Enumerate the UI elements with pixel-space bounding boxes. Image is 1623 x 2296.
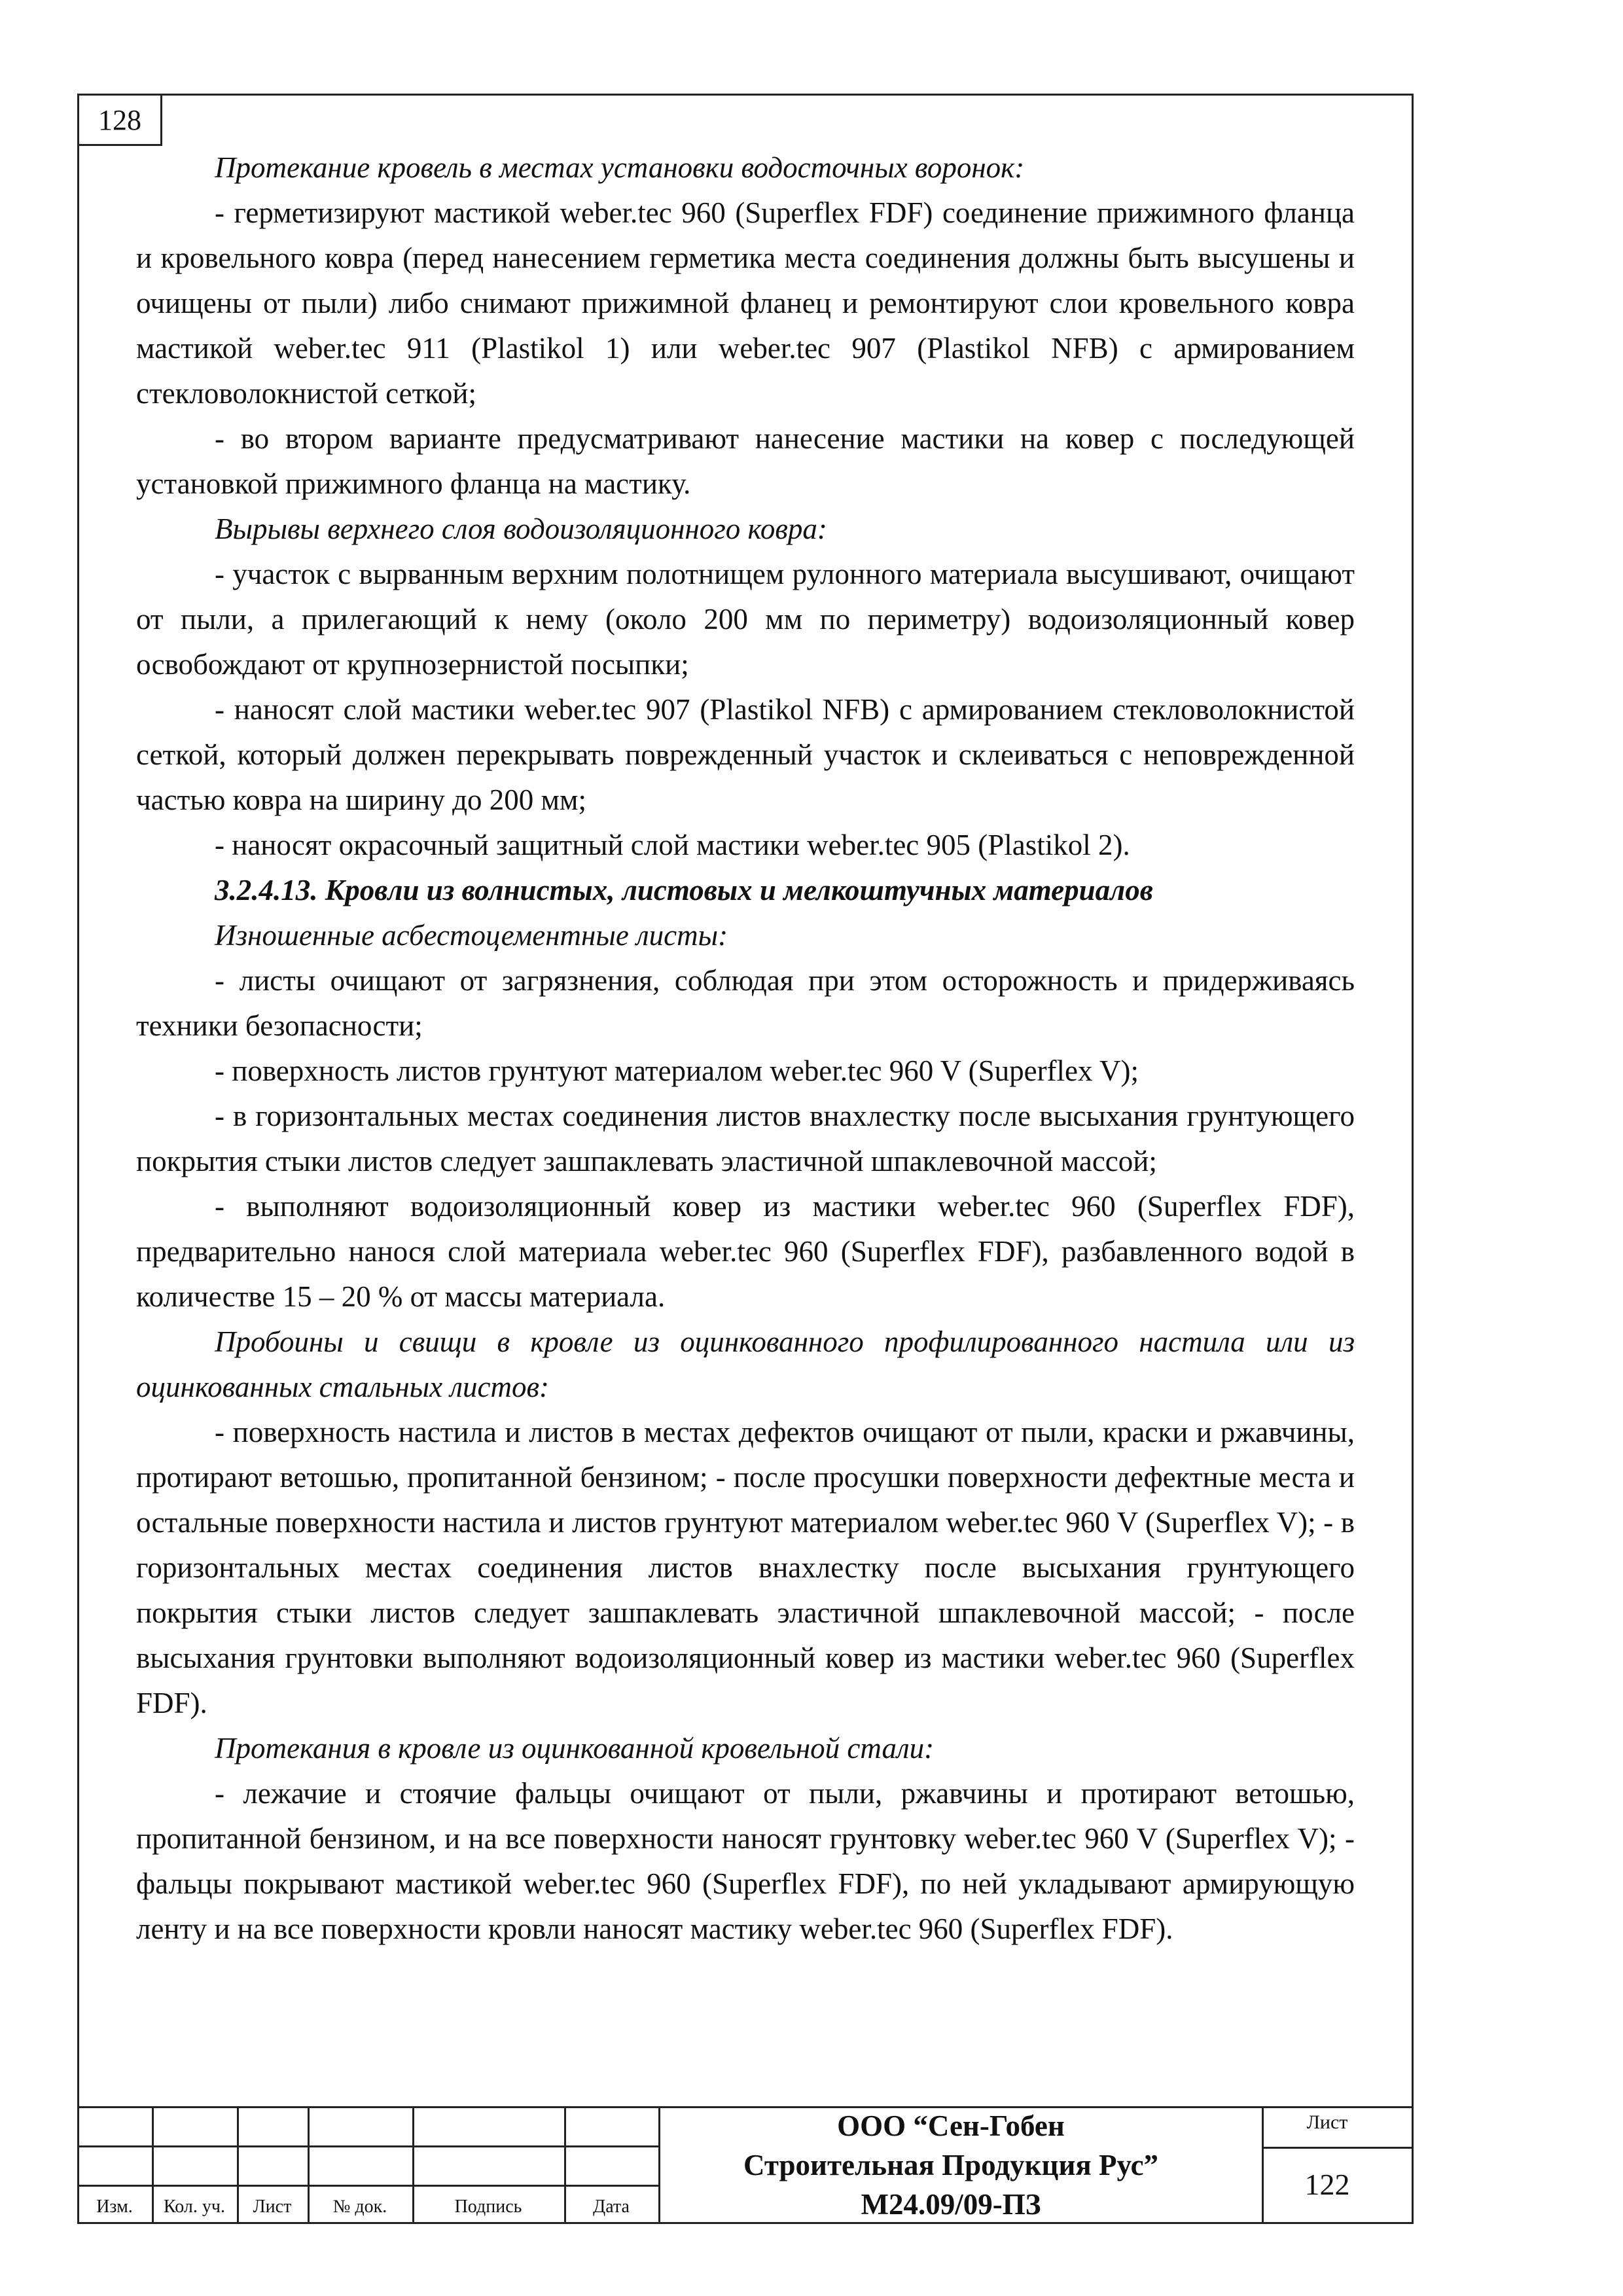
paragraph: - поверхность настила и листов в местах дефектов очищают от пыли, краски и ржавчины, протирают ветошью, пропитанной бензином; - после просушки поверхности дефектные места и остальные поверхности настила и листов грунтуют материалом weber.tec 960 V (Superflex V); - в горизонтальных местах соединения листов внахлестку после высыхания грунтующего покрытия стыки листов следует зашпаклевать эластичной шпаклевочной массой; - после высыхания грунтовки выполняют водоизоляционный ковер из мастики weber.tec 960 (Superflex FDF). [136,1416,1355,1719]
paragraph: - листы очищают от загрязнения, соблюдая при этом осторожность и придерживаясь техники безопасности; [136,964,1355,1042]
paragraph: Протекания в кровле из оцинкованной кровельной стали: [215,1732,935,1765]
paragraph: Вырывы верхнего слоя водоизоляционного ковра: [215,512,827,545]
stamp-col-sign: Подпись [454,2197,522,2217]
paragraph: Пробоины и свищи в кровле из оцинкованного профилированного настила или из оцинкованных стальных листов: [136,1325,1355,1403]
organization-block [660,2106,1242,2224]
org-name-line1: ООО “Сен-Гобен [837,2109,1065,2142]
sheet-number: 122 [1304,2168,1350,2201]
paragraph: - в горизонтальных местах соединения листов внахлестку после высыхания грунтующего покрытия стыки листов следует зашпаклевать эластичной шпаклевочной массой; [136,1100,1355,1177]
paragraph: - выполняют водоизоляционный ковер из мастики weber.tec 960 (Superflex FDF), предварительно нанося слой материала weber.tec 960 (Superflex FDF), разбавленного водой в количестве 15 – 20 % от массы материала. [136,1190,1355,1313]
stamp-rule [77,2145,660,2147]
title-block [77,2106,1414,2224]
section-title: 3.2.4.13. Кровли из волнистых, листовых и мелкоштучных материалов [215,874,1153,906]
paragraph: - поверхность листов грунтуют материалом weber.tec 960 V (Superflex V); [215,1054,1139,1087]
paragraph: - лежачие и стоячие фальцы очищают от пыли, ржавчины и протирают ветошью, пропитанной бензином, и на все поверхности наносят грунтовку weber.tec 960 V (Superflex V); - фальцы покрывают мастикой weber.tec 960 (Superflex FDF), по ней укладывают армирующую ленту и на все поверхности кровли наносят мастику weber.tec 960 (Superflex FDF). [136,1777,1355,1945]
stamp-col-doc: № док. [332,2197,387,2217]
paragraph: - наносят слой мастики weber.tec 907 (Plastikol NFB) с армированием стекловолокнистой сеткой, который должен перекрывать поврежденный участок и склеиваться с неповрежденной частью ковра на ширину до 200 мм; [136,693,1355,816]
stamp-rule [1262,2147,1414,2149]
document-code: М24.09/09-ПЗ [861,2188,1041,2221]
stamp-col-kol: Кол. уч. [164,2197,225,2217]
sheet-label: Лист [1306,2111,1348,2133]
org-name-line2: Строительная Продукция Рус” [743,2149,1159,2181]
stamp-col-izm: Изм. [96,2197,133,2217]
stamp-col-date: Дата [593,2197,630,2217]
paragraph: - герметизируют мастикой weber.tec 960 (Superflex FDF) соединение прижимного фланца и кровельного ковра (перед нанесением герметика места соединения должны быть высушены и очищены от пыли) либо снимают прижимной фланец и ремонтируют слои кровельного ковра мастикой weber.tec 911 (Plastikol 1) или weber.tec 907 (Plastikol NFB) с армированием стекловолокнистой сеткой; [136,196,1355,410]
stamp-rule [77,2185,660,2187]
page-number-box: 128 [77,94,162,146]
document-body [136,145,1355,1952]
paragraph: - во втором варианте предусматривают нанесение мастики на ковер с последующей установкой прижимного фланца на мастику. [136,422,1355,500]
paragraph: Изношенные асбестоцементные листы: [215,919,728,952]
paragraph: Протекание кровель в местах установки водосточных воронок: [215,151,1025,184]
paragraph: - наносят окрасочный защитный слой мастики weber.tec 905 (Plastikol 2). [215,829,1130,861]
paragraph: - участок с вырванным верхним полотнищем рулонного материала высушивают, очищают от пыли, а прилегающий к нему (около 200 мм по периметру) водоизоляционный ковер освобождают от крупнозернистой посыпки; [136,558,1355,681]
stamp-col-list: Лист [253,2197,292,2217]
